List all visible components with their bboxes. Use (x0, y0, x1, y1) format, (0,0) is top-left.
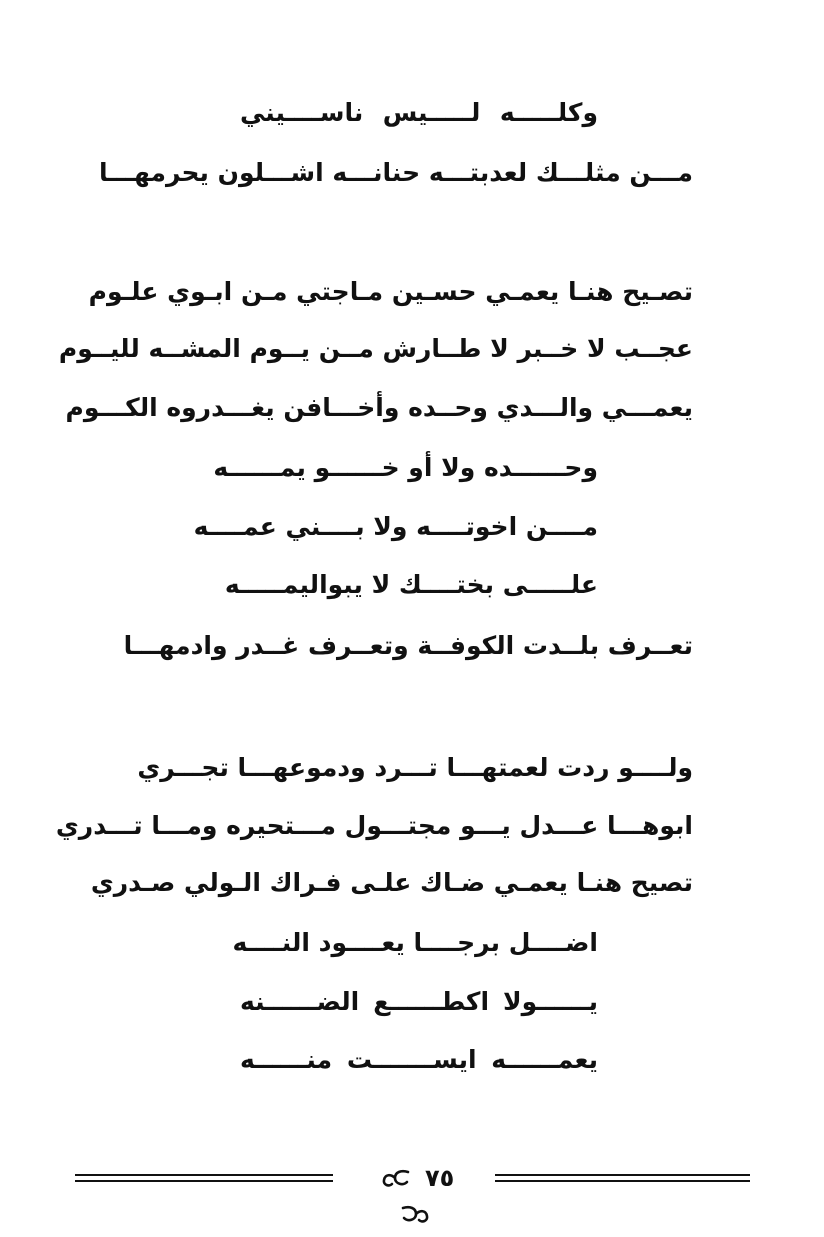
page-number: ٧٥ (425, 1164, 455, 1192)
poem-line-9: تعــرف بلــدت الكوفــة وتعــرف غــدر وادمهـــا (123, 631, 693, 660)
poem-line-14: يــــــولا اكطــــــع الضــــــنه (240, 987, 598, 1016)
poem-line-6: وحــــــده ولا أو خــــــو يمــــــه (213, 453, 598, 482)
poem-line-12: تصيح هنـا يعمـي ضـاك علـى فـراك الـولي صـدري (90, 868, 693, 897)
poem-line-7: مــــن اخوتــــه ولا بــــني عمــــه (193, 512, 598, 541)
poem-line-4: عجــب لا خــبر لا طــارش مــن يــوم المشــه لليــوم (58, 334, 693, 363)
poem-line-1: وكلـــــه لـــــيس ناســــيني (240, 98, 598, 127)
poem-line-15: يعمــــــه ايســـــــت منــــــه (240, 1045, 598, 1074)
footer-rule-left (75, 1174, 333, 1182)
poem-line-2: مـــن مثلـــك لعدبتـــه حنانـــه اشـــلون يحرمهـــا (98, 158, 693, 187)
footer-rule-right (495, 1174, 750, 1182)
page-number-group (357, 1160, 472, 1196)
ornament-left-icon (381, 1160, 411, 1196)
poem-line-10: ولــــو ردت لعمتهـــا تـــرد ودموعهـــا تجـــري (137, 753, 693, 782)
ornament-right-icon (400, 1196, 430, 1232)
poem-line-5: يعمـــي والـــدي وحــده وأخـــافن يغـــدروه الكـــوم (65, 393, 693, 422)
poem-line-3: تصـيح هنـا يعمـي حسـين مـاجتي مـن ابـوي علـوم (88, 277, 693, 306)
poem-line-8: علـــــى بختــــك لا يبواليمـــــه (224, 570, 598, 599)
poem-line-11: ابوهـــا عـــدل يـــو مجتـــول مـــتحيره ومـــا تـــدري (55, 811, 693, 840)
page-footer (75, 1160, 750, 1200)
poem-line-13: اضــــل برجــــا يعــــود النــــه (232, 928, 598, 957)
